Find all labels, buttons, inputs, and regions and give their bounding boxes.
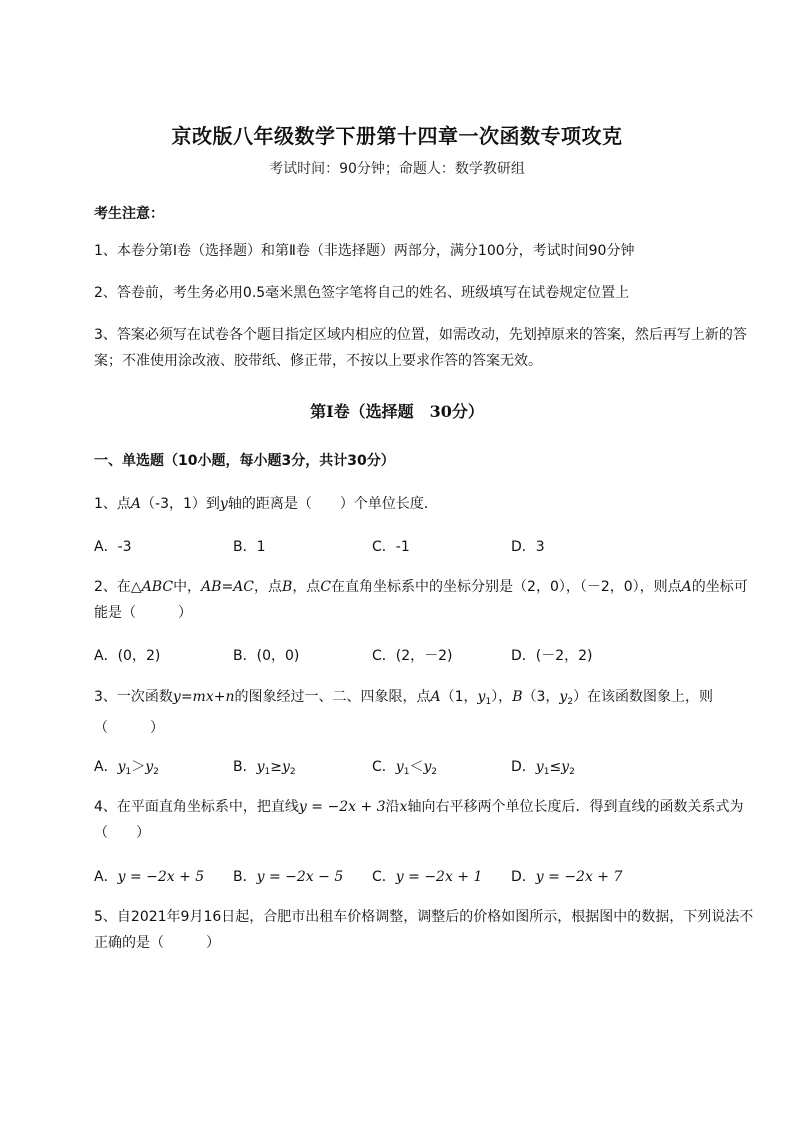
exam-subtitle: 考试时间：90分钟；命题人：数学教研组	[269, 161, 525, 177]
question-4-var: x	[399, 799, 408, 815]
question-3-var: y	[477, 689, 486, 705]
page-title: 京改版八年级数学下册第十四章一次函数专项攻克	[171, 124, 623, 148]
question-3-sub: 1	[485, 697, 492, 707]
question-3-text: ），	[491, 689, 513, 705]
question-2-var: B	[282, 579, 293, 595]
question-2	[94, 574, 754, 626]
option-sub: 1	[125, 767, 132, 777]
question-3-var: B	[512, 689, 523, 705]
question-1-var: y	[219, 496, 228, 512]
notice-item-1: 1、本卷分第I卷（选择题）和第Ⅱ卷（非选择题）两部分，满分100分，考试时间90分钟	[94, 243, 635, 259]
option-var: y	[561, 759, 570, 775]
question-4-formula: y = −2x + 3	[298, 799, 386, 815]
question-3-options	[94, 756, 754, 778]
question-4-text: 轴向右平移两个单位长度后．得到直线的函数关系式为（ ）	[94, 799, 744, 841]
question-3-text: （3，	[522, 689, 560, 705]
part-heading: 一、单选题（10小题，每小题3分，共计30分）	[94, 453, 395, 469]
question-2-var: C	[320, 579, 332, 595]
option-var: y	[282, 759, 290, 775]
question-2-text: 的坐标可能是（ ）	[94, 579, 748, 621]
question-1-option-c[interactable]: C．-1	[372, 539, 410, 555]
option-sub: 2	[153, 767, 159, 777]
question-4	[94, 794, 754, 846]
question-1-option-b[interactable]: B．1	[233, 539, 266, 555]
option-label: A．	[94, 759, 118, 775]
question-3-sub: 2	[567, 697, 574, 707]
option-var: y	[535, 759, 544, 775]
option-label: B．	[233, 869, 257, 885]
question-4-option-b[interactable]	[233, 866, 343, 886]
section-title: 第I卷（选择题 30分）	[310, 402, 484, 421]
option-formula: y = −2x + 7	[535, 869, 623, 885]
option-var: y	[145, 759, 154, 775]
question-2-option-b[interactable]: B．(0，0)	[233, 648, 300, 664]
option-relation: ＜	[409, 759, 424, 775]
question-2-var: ABC	[141, 579, 174, 595]
question-2-var: A	[681, 579, 692, 595]
notice-item-2: 2、答卷前，考生务必用0.5毫米黑色签字笔将自己的姓名、班级填写在试卷规定位置上	[94, 285, 630, 301]
question-1-text: （-3，1）到	[141, 496, 220, 512]
question-2-option-a[interactable]: A．(0，2)	[94, 648, 161, 664]
notice-item-3: 3、答案必须写在试卷各个题目指定区域内相应的位置，如需改动，先划掉原来的答案，然后再写上新的答案；不准使用涂改液、胶带纸、修正带，不按以上要求作答的答案无效。	[94, 327, 747, 369]
option-var: y	[117, 759, 126, 775]
option-relation: ≥	[270, 759, 282, 775]
option-label: A．	[94, 869, 118, 885]
question-2-options	[94, 645, 754, 667]
question-3-option-d[interactable]	[511, 756, 575, 777]
question-3-option-b[interactable]	[233, 756, 296, 777]
question-1-options	[94, 536, 754, 558]
option-sub: 2	[289, 767, 296, 777]
option-relation: ≤	[549, 759, 562, 775]
question-1-var: A	[130, 496, 142, 512]
question-3-text: 3、一次函数	[94, 689, 173, 705]
option-sub: 1	[403, 767, 410, 777]
question-4-text: 4、在平面直角坐标系中，把直线	[94, 799, 299, 815]
question-5: 5、自2021年9月16日起，合肥市出租车价格调整，调整后的价格如图所示，根据图中的数据，下列说法不正确的是（ ）	[94, 909, 754, 951]
question-1-text: 1、点	[94, 496, 131, 512]
question-1-option-a[interactable]: A．-3	[94, 539, 132, 555]
question-2-var: AB=AC	[201, 579, 255, 595]
question-3-text: （1，	[440, 689, 478, 705]
question-1-text: 轴的距离是（ ）个单位长度．	[227, 496, 438, 512]
notice-heading: 考生注意：	[94, 206, 164, 222]
option-var: y	[395, 759, 404, 775]
option-var: y	[423, 759, 432, 775]
option-label: D．	[511, 869, 536, 885]
question-1	[94, 491, 754, 517]
question-3-var: y	[559, 689, 568, 705]
question-4-option-c[interactable]	[372, 866, 482, 886]
option-sub: 2	[569, 767, 575, 777]
question-3-var: y=mx+n	[172, 689, 235, 705]
option-label: C．	[372, 869, 396, 885]
question-4-options	[94, 866, 754, 888]
question-3-option-c[interactable]	[372, 756, 437, 777]
option-var: y	[256, 759, 265, 775]
option-formula: y = −2x − 5	[256, 869, 344, 885]
question-3	[94, 684, 754, 741]
question-3-text: ）在该函数图象上，则（ ）	[94, 689, 714, 736]
question-3-option-a[interactable]	[94, 756, 159, 777]
question-2-option-d[interactable]: D．(－2，2)	[511, 648, 593, 664]
option-sub: 2	[431, 767, 438, 777]
option-label: C．	[372, 759, 396, 775]
question-2-text: 中，	[173, 579, 202, 595]
option-label: D．	[511, 759, 536, 775]
question-4-text: 沿	[385, 799, 400, 815]
question-2-text: ，点	[254, 579, 283, 595]
option-label: B．	[233, 759, 257, 775]
option-formula: y = −2x + 1	[395, 869, 483, 885]
option-sub: 1	[543, 767, 550, 777]
question-2-text: 在直角坐标系中的坐标分别是（2，0），（－2，0），则点	[331, 579, 682, 595]
question-1-option-d[interactable]: D．3	[511, 539, 545, 555]
question-3-text: 的图象经过一、二、四象限，点	[234, 689, 431, 705]
question-3-var: A	[430, 689, 441, 705]
option-formula: y = −2x + 5	[117, 869, 205, 885]
question-2-text: ，点	[292, 579, 321, 595]
question-4-option-a[interactable]	[94, 866, 204, 886]
option-sub: 1	[264, 767, 271, 777]
question-2-text: 2、在△	[94, 579, 142, 595]
question-2-option-c[interactable]: C．(2，－2)	[372, 648, 453, 664]
option-relation: ＞	[131, 759, 146, 775]
question-4-option-d[interactable]	[511, 866, 622, 886]
